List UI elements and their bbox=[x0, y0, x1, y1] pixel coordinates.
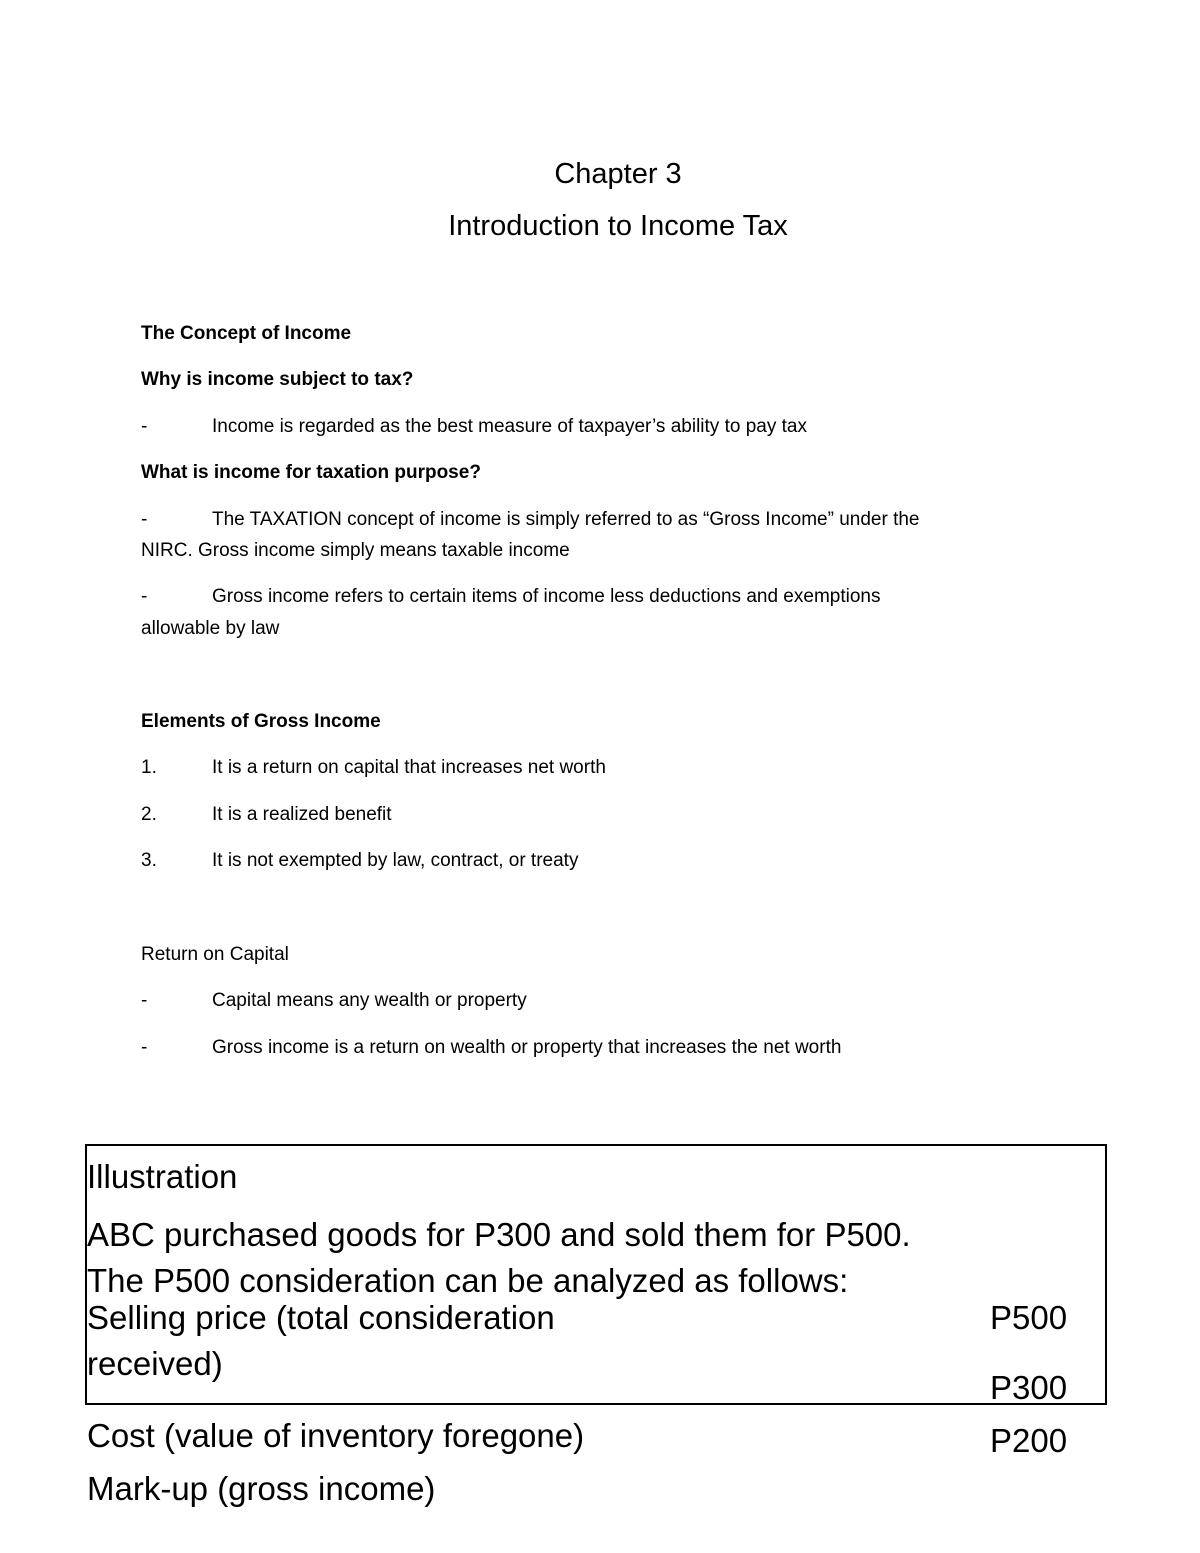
list-item: It is not exempted by law, contract, or treaty bbox=[212, 850, 579, 871]
section-heading-elements: Elements of Gross Income bbox=[141, 711, 381, 732]
markup-label: Mark-up (gross income) bbox=[87, 1470, 436, 1507]
answer-taxation-concept: The TAXATION concept of income is simply referred to as “Gross Income” under the bbox=[212, 509, 920, 530]
list-item: Gross income is a return on wealth or property that increases the net worth bbox=[212, 1037, 842, 1058]
section-heading-capital: Return on Capital bbox=[141, 944, 289, 965]
illustration-line-1: ABC purchased goods for P300 and sold them for P500. bbox=[87, 1216, 911, 1253]
selling-price-value: P500 bbox=[990, 1299, 1068, 1336]
question-income-purpose: What is income for taxation purpose? bbox=[141, 462, 481, 483]
section-heading-concept: The Concept of Income bbox=[141, 323, 352, 344]
list-item: It is a return on capital that increases net worth bbox=[212, 757, 606, 778]
cost-label: Cost (value of inventory foregone) bbox=[87, 1417, 585, 1454]
answer-gross-income-def: Gross income refers to certain items of income less deductions and exemptions bbox=[212, 586, 881, 607]
illustration-line-2: The P500 consideration can be analyzed as follows: bbox=[87, 1262, 849, 1299]
list-item: Capital means any wealth or property bbox=[212, 990, 527, 1011]
bullet-dash: - bbox=[141, 990, 148, 1011]
answer-gross-income-def-cont: allowable by law bbox=[141, 618, 280, 639]
selling-price-label-cont: received) bbox=[87, 1345, 223, 1382]
answer-ability-to-pay: Income is regarded as the best measure of taxpayer’s ability to pay tax bbox=[212, 416, 807, 437]
bullet-dash: - bbox=[141, 509, 148, 530]
bullet-dash: - bbox=[141, 416, 148, 437]
list-number: 1. bbox=[141, 757, 157, 778]
answer-taxation-concept-cont: NIRC. Gross income simply means taxable income bbox=[141, 540, 570, 561]
cost-value: P300 bbox=[990, 1369, 1068, 1406]
list-number: 2. bbox=[141, 804, 157, 825]
selling-price-label: Selling price (total consideration bbox=[87, 1299, 555, 1336]
question-why-taxed: Why is income subject to tax? bbox=[141, 369, 414, 390]
page-title: Introduction to Income Tax bbox=[448, 210, 788, 242]
list-number: 3. bbox=[141, 850, 157, 871]
markup-value: P200 bbox=[990, 1422, 1068, 1459]
chapter-label: Chapter 3 bbox=[554, 158, 682, 190]
list-item: It is a realized benefit bbox=[212, 804, 392, 825]
bullet-dash: - bbox=[141, 586, 148, 607]
illustration-heading: Illustration bbox=[87, 1158, 238, 1195]
bullet-dash: - bbox=[141, 1037, 148, 1058]
